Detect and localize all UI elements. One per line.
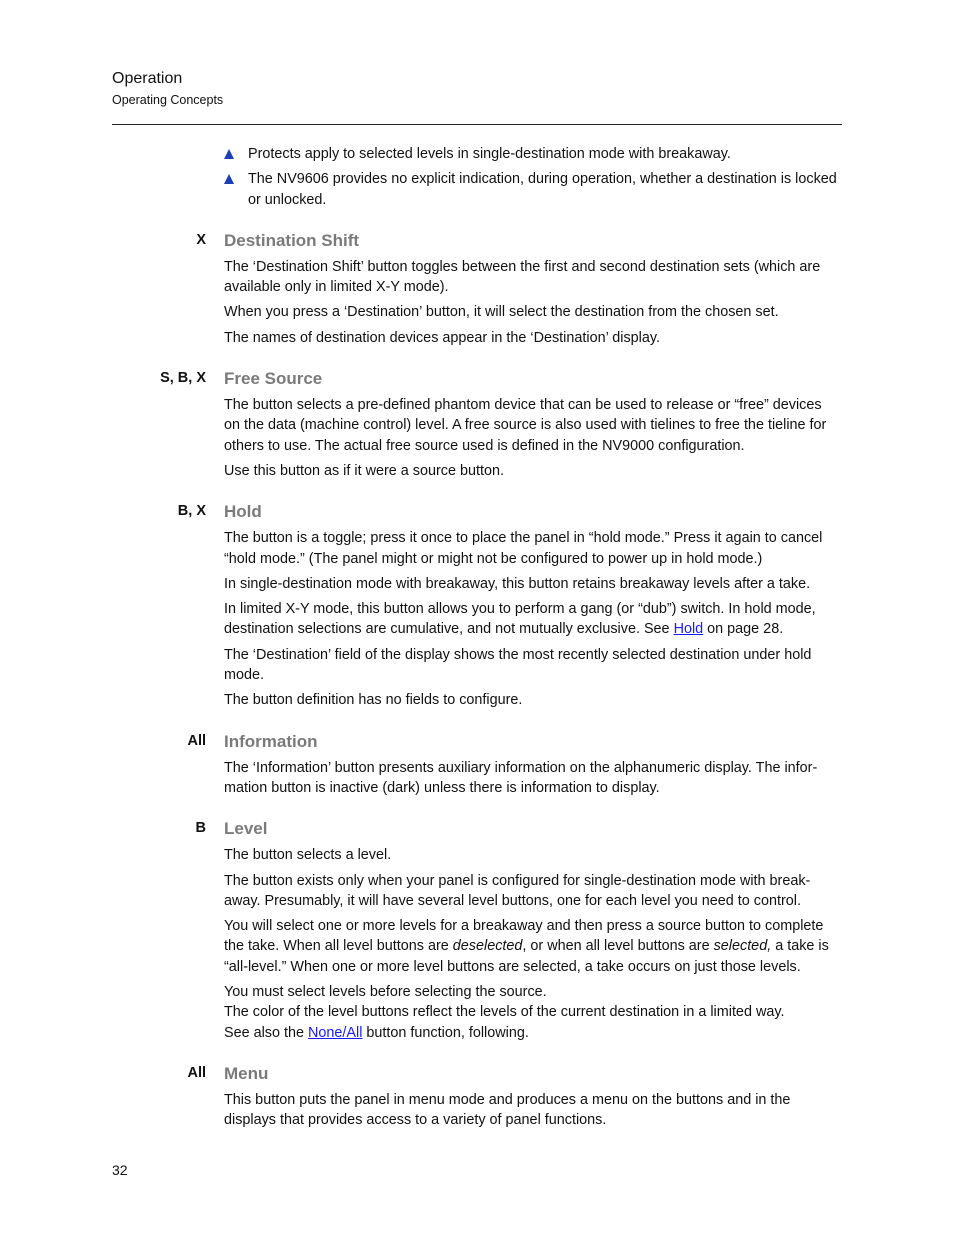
section-level bbox=[195, 817, 840, 1043]
section-heading: Free Source bbox=[224, 369, 323, 389]
section-information bbox=[187, 730, 840, 799]
bullet-item bbox=[224, 169, 840, 210]
panel-type-label: S, B, X bbox=[160, 370, 206, 387]
paragraph-text: a take is “all-level.” When one or more level buttons are selected, a take occurs on just those levels. bbox=[224, 938, 829, 975]
emphasis-text: deselected bbox=[452, 938, 523, 955]
paragraph-text: , or when all level buttons are bbox=[522, 938, 714, 955]
bullet-text: Protects apply to selected levels in single-destination mode with breakaway. bbox=[248, 146, 731, 162]
paragraph: The button definition has no fields to configure. bbox=[224, 692, 523, 709]
paragraph: The button selects a level. bbox=[224, 847, 392, 864]
paragraph-text: See also the bbox=[224, 1024, 309, 1041]
panel-type-label: X bbox=[196, 231, 206, 248]
panel-type-label: All bbox=[187, 732, 206, 749]
section-heading: Destination Shift bbox=[224, 230, 360, 250]
paragraph: The button exists only when your panel is configured for single-destination mode with break-away. Presumably, it will have several level buttons, one for each level you need to control. bbox=[224, 872, 811, 909]
hold-link[interactable]: Hold bbox=[673, 621, 704, 638]
paragraph bbox=[224, 599, 840, 640]
triangle-bullet-icon bbox=[224, 174, 234, 184]
section-heading: Information bbox=[224, 731, 318, 751]
paragraph: The ‘Information’ button presents auxiliary information on the alphanumeric display. The infor-mation button is inactive (dark) unless there is information to display. bbox=[224, 759, 818, 796]
paragraph: When you press a ‘Destination’ button, it will select the destination from the chosen set. bbox=[224, 304, 779, 321]
paragraph bbox=[224, 1023, 840, 1043]
section-menu bbox=[187, 1062, 840, 1131]
bullet-text: The NV9606 provides no explicit indication, during operation, whether a destination is locked or unlocked. bbox=[248, 171, 837, 208]
paragraph: Use this button as if it were a source button. bbox=[224, 462, 504, 479]
panel-type-label: All bbox=[187, 1064, 206, 1081]
paragraph-text: You will select one or more levels for a breakaway and then press a source button to complete the take. When all level buttons are bbox=[224, 918, 824, 955]
header-subtitle: Operating Concepts bbox=[112, 93, 224, 107]
section-heading: Level bbox=[224, 819, 268, 839]
paragraph: This button puts the panel in menu mode and produces a menu on the buttons and in the displays that provides access to a variety of panel functions. bbox=[224, 1091, 791, 1129]
header-rule bbox=[112, 124, 842, 125]
paragraph bbox=[224, 916, 840, 977]
section-heading: Menu bbox=[224, 1063, 269, 1083]
paragraph: The ‘Destination Shift’ button toggles between the first and second destination sets (which are available only in limited X-Y mode). bbox=[224, 258, 821, 296]
panel-type-label: B, X bbox=[177, 503, 206, 520]
paragraph: In single-destination mode with breakaway, this button retains breakaway levels after a take. bbox=[224, 575, 811, 592]
none-all-link[interactable]: None/All bbox=[308, 1024, 363, 1041]
paragraph: The color of the level buttons reflect the levels of the current destination in a limited way. bbox=[224, 1004, 785, 1021]
emphasis-text: selected, bbox=[713, 938, 772, 955]
triangle-bullet-icon bbox=[224, 149, 234, 159]
bullet-item bbox=[224, 144, 840, 164]
paragraph: The button is a toggle; press it once to place the panel in “hold mode.” Press it again to cancel “hold mode.” (The panel might or might not be configured to power up in hold mode.) bbox=[224, 530, 823, 567]
section-free-source bbox=[160, 367, 840, 481]
section-heading: Hold bbox=[224, 502, 262, 522]
section-destination-shift bbox=[196, 229, 840, 348]
page-content bbox=[160, 144, 840, 1136]
panel-type-label: B bbox=[195, 820, 206, 837]
paragraph: You must select levels before selecting the source. bbox=[224, 984, 547, 1001]
paragraph-text: button function, following. bbox=[362, 1024, 529, 1041]
paragraph-text: In limited X-Y mode, this button allows you to perform a gang (or “dub”) switch. In hold mode, destination selections are cumulative, and not mutually exclusive. See bbox=[224, 601, 816, 638]
header-title: Operation bbox=[112, 70, 183, 87]
section-hold bbox=[177, 500, 840, 710]
page-number: 32 bbox=[112, 1162, 128, 1178]
paragraph-text: on page 28. bbox=[703, 621, 784, 638]
paragraph: The names of destination devices appear in the ‘Destination’ display. bbox=[224, 329, 660, 346]
paragraph: The button selects a pre-defined phantom device that can be used to release or “free” devices on the data (machine control) level. A free source is also used with tielines to free the tieline for others to use. The actual free source used is defined in the NV9000 configuration. bbox=[224, 397, 827, 454]
paragraph: The ‘Destination’ field of the display shows the most recently selected destination under hold mode. bbox=[224, 646, 812, 684]
